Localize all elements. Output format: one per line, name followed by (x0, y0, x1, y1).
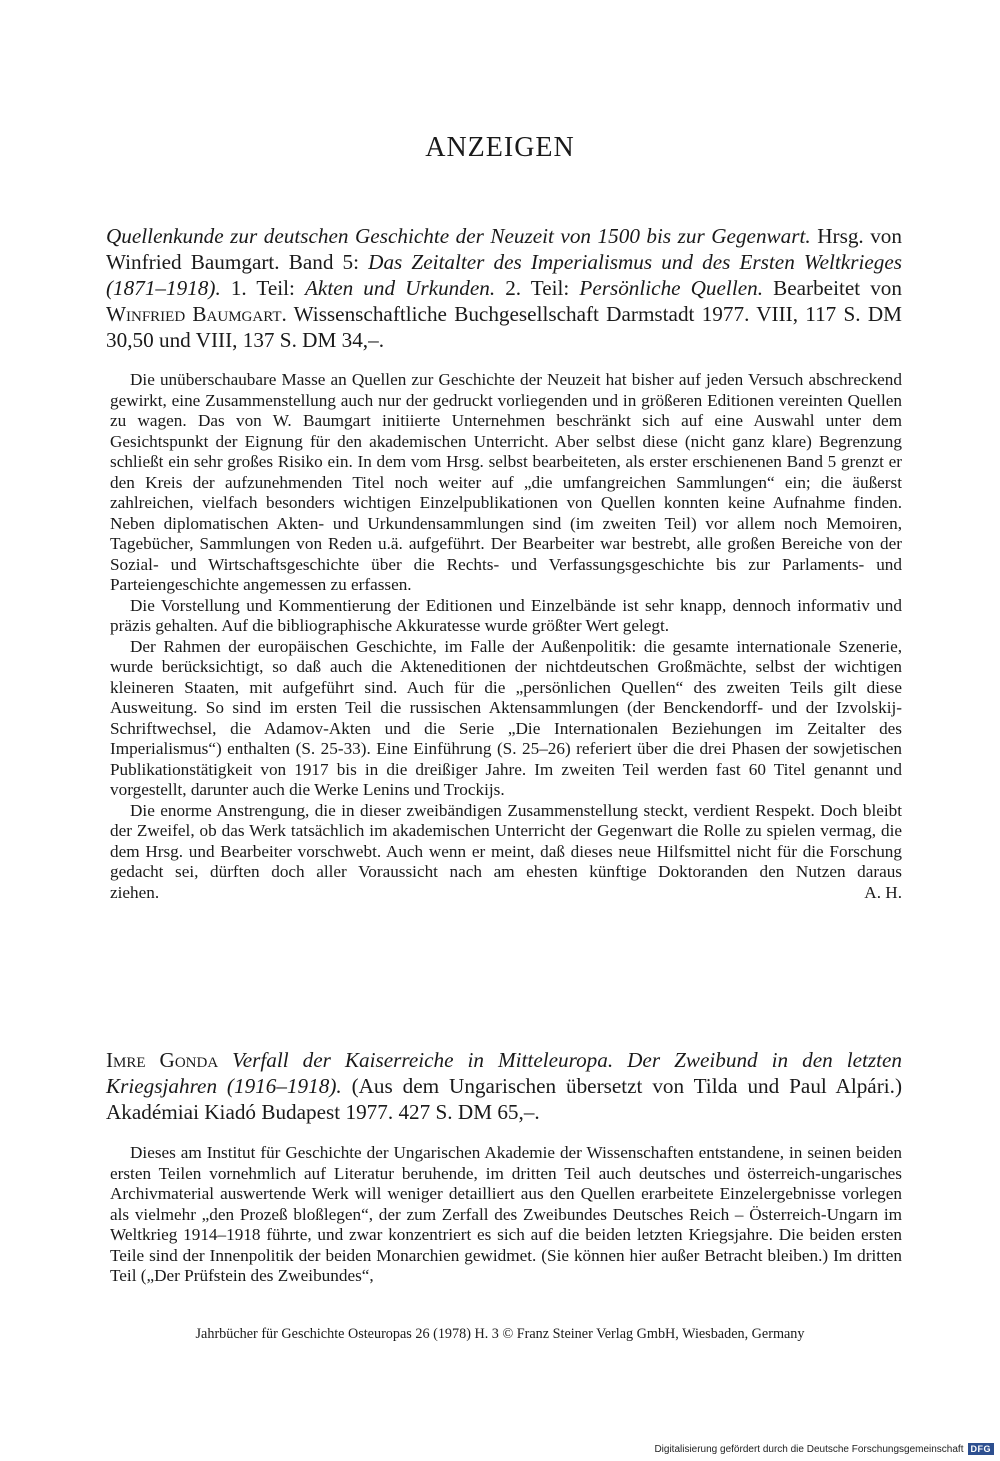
review1-volume-title: Das Zeitalter des Imperialismus und des Ersten Weltkrieges (1871–1918). (106, 250, 902, 300)
digitization-note: Digitalisierung gefördert durch die Deutsche Forschungsgemeinschaft (654, 1443, 964, 1455)
review1-title: Quellenkunde zur deutschen Geschichte der Neuzeit von 1500 bis zur Gegenwart. (106, 224, 811, 248)
review2-title: Verfall der Kaiserreiche in Mitteleuropa. Der Zweibund in den letzten Kriegsjahren (1916–1918). (106, 1048, 902, 1098)
review1-part2-title: Persönliche Quellen. (579, 276, 764, 300)
review1-part1-title: Akten und Urkunden. (304, 276, 496, 300)
review1-body (110, 370, 902, 903)
review2-publisher: (Aus dem Ungarischen übersetzt von Tilda und Paul Alpári.) Akadémiai Kiadó Budapest 1977. 427 S. DM 65,–. (106, 1074, 902, 1124)
review1-publisher: . Wissenschaftliche Buchgesellschaft Darmstadt 1977. VIII, 117 S. DM 30,50 und VIII, 137 S. DM 34,–. (106, 302, 902, 352)
review1-last-paragraph-text: Die enorme Anstrengung, die in dieser zweibändigen Zusammenstellung steckt, verdient Respekt. Doch bleibt der Zweifel, ob das Werk tatsächlich im akademischen Unterricht der Gegenwart die Rolle zu spielen vermag, die dem Hrsg. und Bearbeiter vorschwebt. Auch wenn er meint, daß dieses neue Hilfsmittel nicht für die Forschung gedacht sei, dürften doch aller Voraussicht nach am ehesten künftige Doktoranden den Nutzen daraus (110, 800, 902, 881)
dfg-logo: DFG (968, 1443, 995, 1455)
review1-last-word: ziehen. (110, 882, 160, 902)
review1-signature-line (110, 883, 902, 904)
review2-body (110, 1143, 902, 1287)
page-heading: ANZEIGEN (425, 132, 575, 163)
review2-paragraph: Dieses am Institut für Geschichte der Ungarischen Akademie der Wissenschaften entstandene, in seinen beiden ersten Teilen vornehmlich auf Literatur beruhende, im dritten Teil auch deutsches und österreich-ungarisches Archivmaterial auswertende Werk will weniger detailliert aus den Quellen erarbeitete Einzelergebnisse vorlegen als vielmehr „den Prozeß bloßlegen“, der zum Zerfall des Zweibundes Deutsches Reich – Österreich-Ungarn im Weltkrieg 1914–1918 führte, und zwar konzentriert es sich auf die beiden letzten Kriegsjahre. Die beiden ersten Teile sind der Innenpolitik der beiden Monarchien gewidmet. (Sie können hier außer Betracht bleiben.) Im dritten Teil („Der Prüfstein des Zweibundes“, (110, 1143, 902, 1285)
review1-part2-prefix: 2. Teil: (495, 276, 580, 300)
review1-paragraph: Die unüberschaubare Masse an Quellen zur Geschichte der Neuzeit hat bisher auf jeden Versuch abschreckend gewirkt, eine Zusammenstellung auch nur der gedruckt vorliegenden und in größeren Editionen vereinten Quellen zu wagen. Das von W. Baumgart initiierte Unternehmen beschränkt sich auf eine Auswahl unter dem Gesichtspunkt der Eignung für den akademischen Unterricht. Aber selbst diese (nicht ganz klare) Begrenzung schließt ein sehr großes Risiko ein. In dem vom Hrsg. selbst bearbeiteten, als erster erschienenen Band 5 grenzt er den Kreis der aufzunehmenden Titel noch weiter auf „die umfangreichen Sammlungen“ ein; die äußerst zahlreichen, vielfach besonders wichtigen Einzelpublikationen von Quellen konnten keine Aufnahme finden. Neben diplomatischen Akten- und Urkundensammlungen sind (im zweiten Teil) vor allem noch Memoiren, Tagebücher, Sammlungen von Reden u.ä. aufgeführt. Der Bearbeiter war bestrebt, alle großen Bereiche von der Sozial- und Wirtschaftsgeschichte über die Rechts- und Verfassungsgeschichte bis zur Parlaments- und Parteiengeschichte angemessen zu erfassen. (110, 370, 902, 594)
review1-last-paragraph (110, 801, 902, 904)
review1-editor-prefix: Hrsg. von Winfried Baumgart. Band 5: (106, 224, 902, 274)
review1-editor-name: Winfried Baumgart (106, 302, 282, 326)
review1-signature: A. H. (864, 882, 902, 902)
review2-citation (106, 1047, 902, 1125)
review1-paragraph: Die Vorstellung und Kommentierung der Editionen und Einzelbände ist sehr knapp, dennoch informativ und präzis gehalten. Auf die bibliographische Akkuratesse wurde größter Wert gelegt. (110, 595, 902, 635)
review1-paragraph: Der Rahmen der europäischen Geschichte, im Falle der Außenpolitik: die gesamte internationale Szenerie, wurde berücksichtigt, so daß auch die Akteneditionen der nichtdeutschen Großmächte, selbst der wichtigen kleineren Staaten, mit aufgeführt sind. Auch für die „persönlichen Quellen“ des zweiten Teils gilt diese Ausweitung. So sind im ersten Teil die russischen Aktensammlungen (der Benckendorff- und der Izvolskij-Schriftwechsel, die Adamov-Akten und die Serie „Die Internationalen Beziehungen im Zeitalter des Imperialismus“) enthalten (S. 25-33). Eine Einführung (S. 25–26) referiert über die drei Phasen der sowjetischen Publikationstätigkeit von 1917 bis in die dreißiger Jahre. Im zweiten Teil werden fast 60 Titel genannt und vorgestellt, darunter auch die Werke Lenins und Trockijs. (110, 636, 902, 799)
review1-edited-prefix: Bearbeitet von (763, 276, 902, 300)
journal-footer: Jahrbücher für Geschichte Osteuropas 26 (1978) H. 3 © Franz Steiner Verlag GmbH, Wiesbaden, Germany (195, 1326, 805, 1342)
review1-part1-prefix: 1. Teil: (220, 276, 305, 300)
digitization-credit (654, 1443, 994, 1455)
review2-author: Imre Gonda (106, 1048, 219, 1072)
review1-citation (106, 223, 902, 353)
